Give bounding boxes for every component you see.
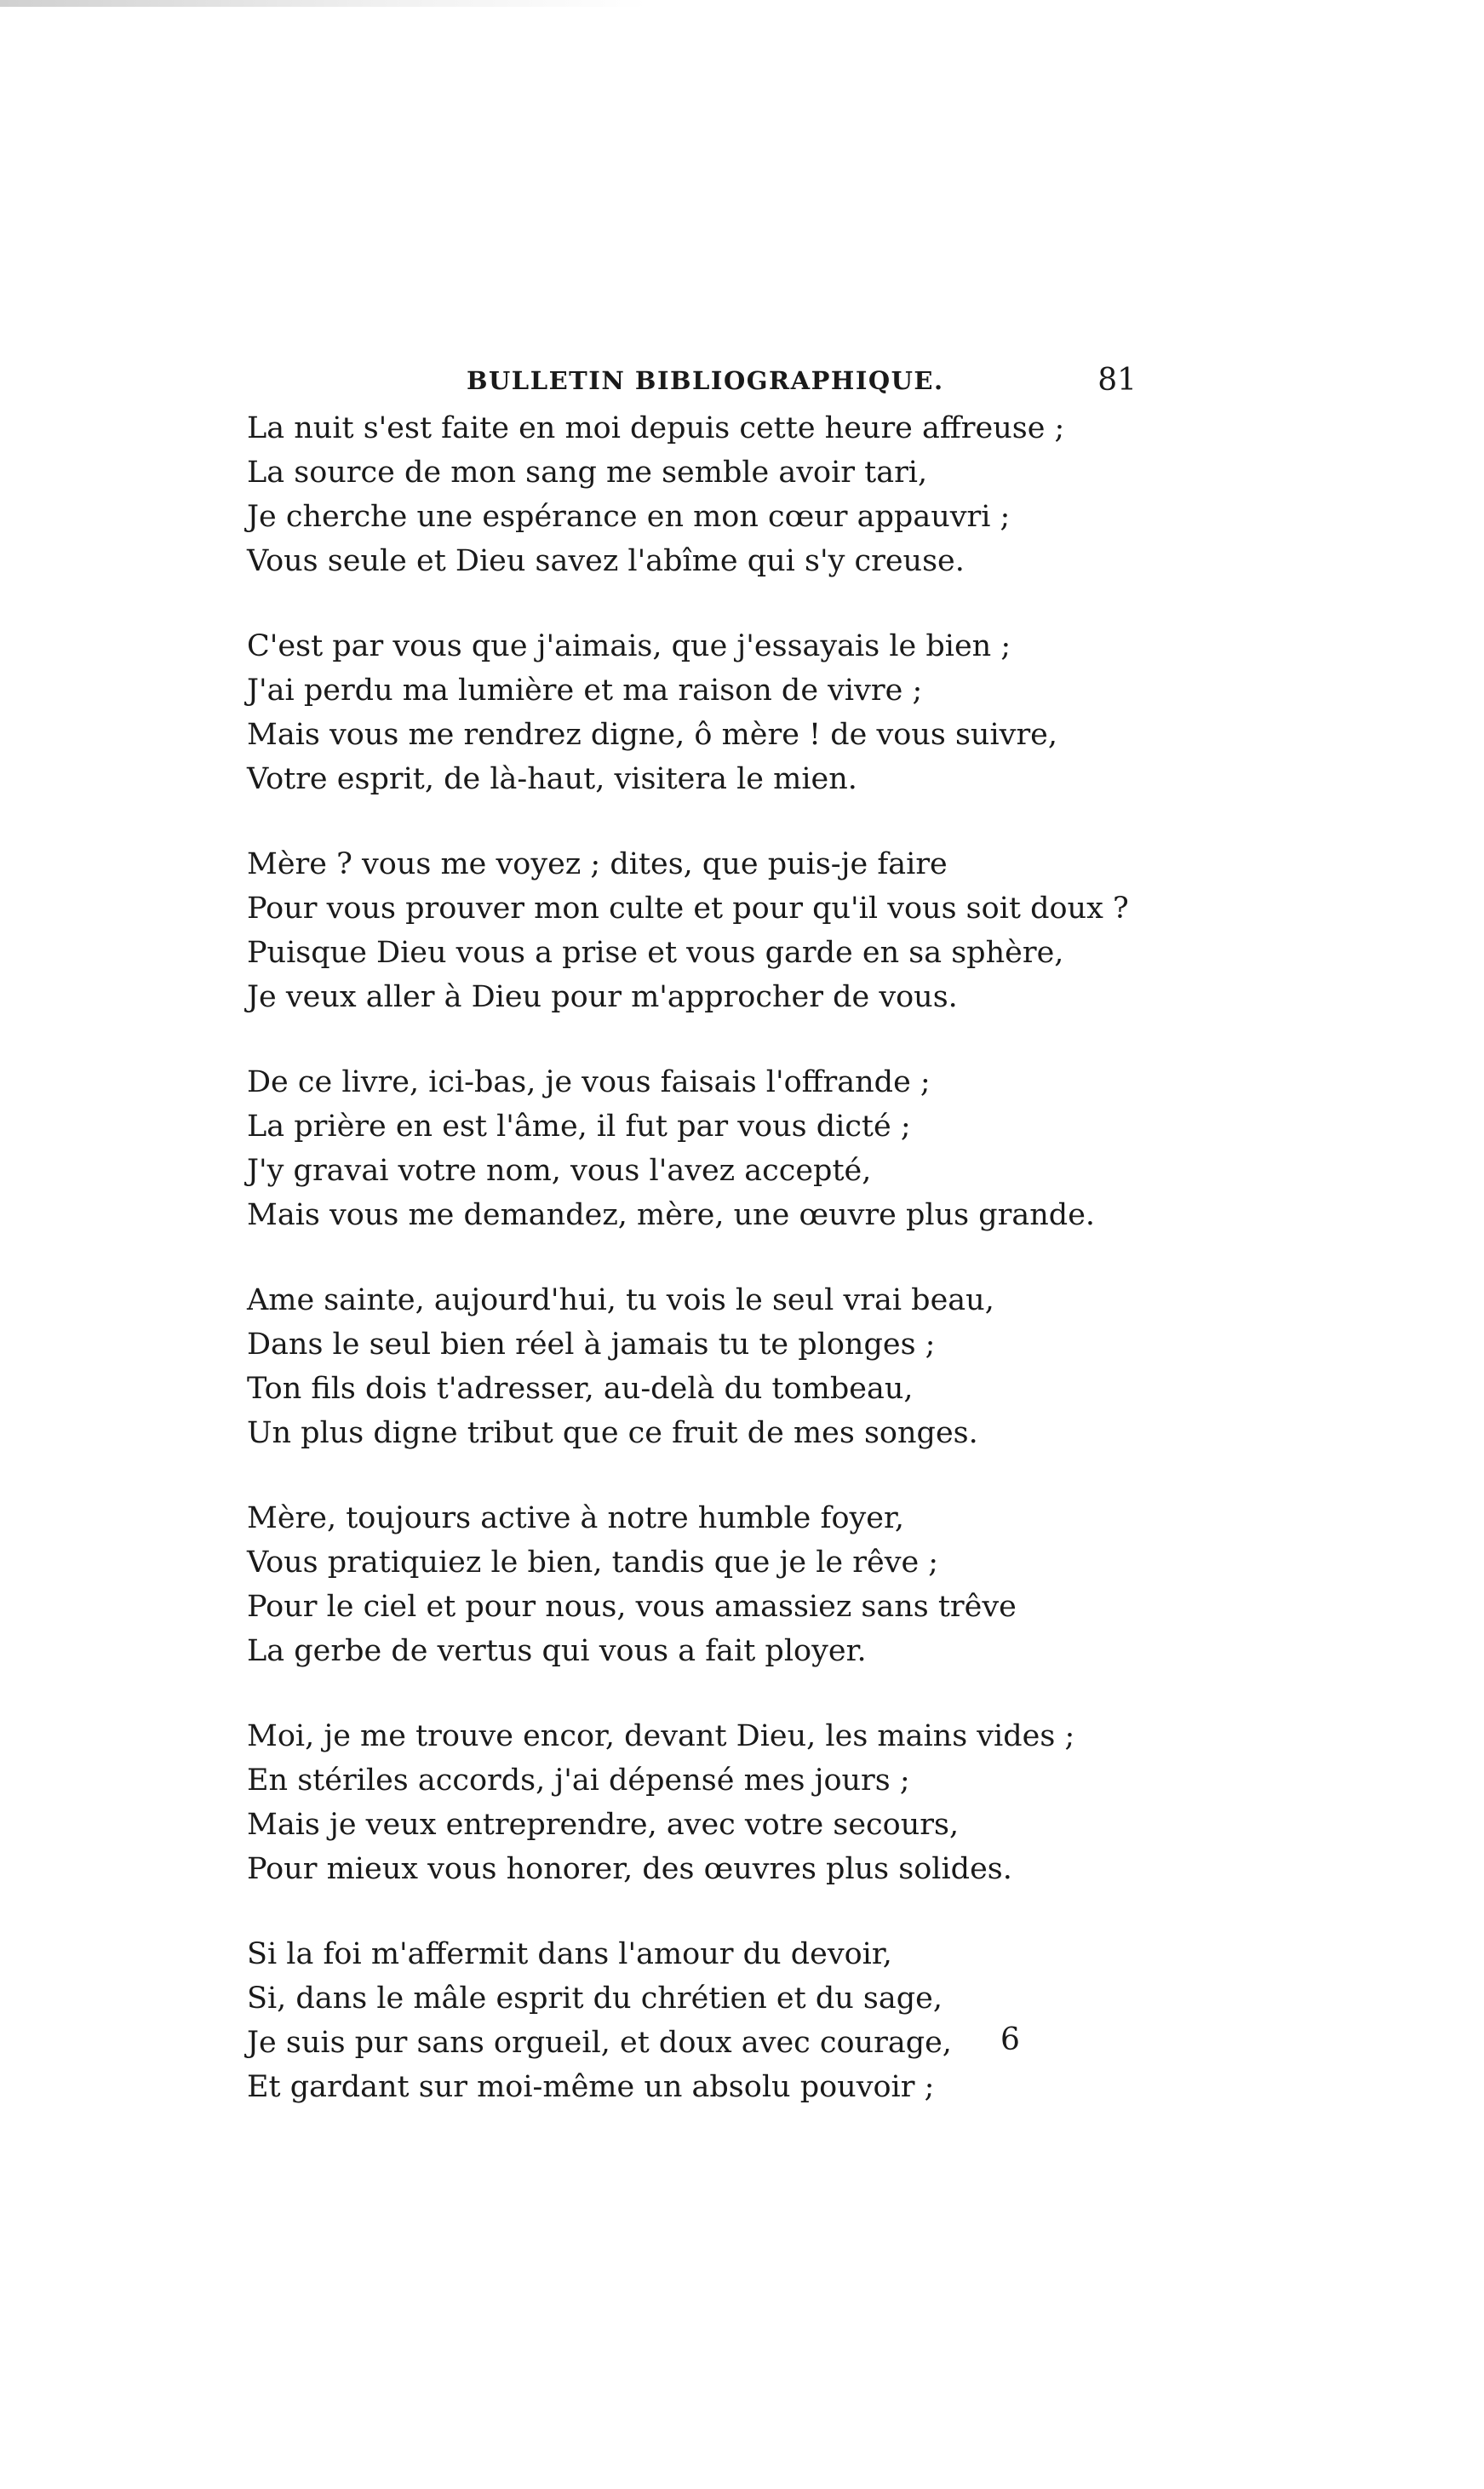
poem-line: Pour mieux vous honorer, des œuvres plus solides. (247, 1852, 1012, 1886)
poem-line: Pour le ciel et pour nous, vous amassiez sans trêve (247, 1590, 1017, 1624)
stanza-6 (247, 1496, 1183, 1673)
page-number: 81 (1097, 363, 1137, 398)
poem-line: Votre esprit, de là-haut, visitera le mien. (247, 762, 857, 796)
poem-line: La nuit s'est faite en moi depuis cette heure affreuse ; (247, 411, 1065, 445)
poem-line: Mais vous me rendrez digne, ô mère ! de vous suivre, (247, 718, 1058, 752)
stanza-3 (247, 842, 1183, 1019)
poem-line: Ame sainte, aujourd'hui, tu vois le seul vrai beau, (247, 1283, 994, 1317)
poem-line: Et gardant sur moi-même un absolu pouvoir ; (247, 2070, 935, 2104)
poem-line: Mais vous me demandez, mère, une œuvre plus grande. (247, 1198, 1096, 1232)
poem-line: Si la foi m'affermit dans l'amour du devoir, (247, 1937, 892, 1971)
poem-line: Je cherche une espérance en mon cœur appauvri ; (247, 500, 1011, 534)
stanza-8 (247, 1932, 1183, 2109)
poem-line: Vous pratiquiez le bien, tandis que je le rêve ; (247, 1546, 939, 1580)
poem-line: J'ai perdu ma lumière et ma raison de vivre ; (247, 674, 923, 708)
stanza-4 (247, 1060, 1183, 1237)
poem-line: La source de mon sang me semble avoir tari, (247, 456, 928, 490)
signature-mark: 6 (1000, 2022, 1020, 2057)
poem-line: Moi, je me trouve encor, devant Dieu, les mains vides ; (247, 1719, 1075, 1753)
poem-line: En stériles accords, j'ai dépensé mes jours ; (247, 1764, 910, 1798)
poem-line: J'y gravai votre nom, vous l'avez accepté, (247, 1154, 872, 1188)
poem-line: Un plus digne tribut que ce fruit de mes songes. (247, 1416, 978, 1450)
poem (247, 406, 1183, 2150)
poem-line: Mère ? vous me voyez ; dites, que puis-je faire (247, 847, 948, 881)
poem-line: Je veux aller à Dieu pour m'approcher de vous. (247, 980, 958, 1014)
scan-edge-noise (0, 0, 647, 7)
poem-line: Mais je veux entreprendre, avec votre secours, (247, 1808, 960, 1842)
poem-line: Mère, toujours active à notre humble foyer, (247, 1501, 905, 1535)
stanza-2 (247, 624, 1183, 801)
poem-line: Puisque Dieu vous a prise et vous garde en sa sphère, (247, 936, 1064, 970)
poem-line: Ton fils dois t'adresser, au-delà du tombeau, (247, 1372, 914, 1406)
stanza-7 (247, 1714, 1183, 1891)
poem-line: La gerbe de vertus qui vous a fait ployer. (247, 1634, 867, 1668)
poem-line: Dans le seul bien réel à jamais tu te plonges ; (247, 1328, 936, 1362)
stanza-5 (247, 1278, 1183, 1455)
running-head (247, 363, 1137, 397)
poem-line: Je suis pur sans orgueil, et doux avec courage, (247, 2026, 952, 2060)
poem-line: C'est par vous que j'aimais, que j'essayais le bien ; (247, 629, 1011, 663)
poem-line: Si, dans le mâle esprit du chrétien et du sage, (247, 1981, 943, 2016)
poem-line: La prière en est l'âme, il fut par vous dicté ; (247, 1110, 911, 1144)
poem-line: De ce livre, ici-bas, je vous faisais l'offrande ; (247, 1065, 931, 1099)
poem-line: Vous seule et Dieu savez l'abîme qui s'y creuse. (247, 544, 965, 578)
running-title: BULLETIN BIBLIOGRAPHIQUE. (467, 366, 944, 395)
poem-line: Pour vous prouver mon culte et pour qu'il vous soit doux ? (247, 892, 1129, 926)
stanza-1 (247, 406, 1183, 583)
